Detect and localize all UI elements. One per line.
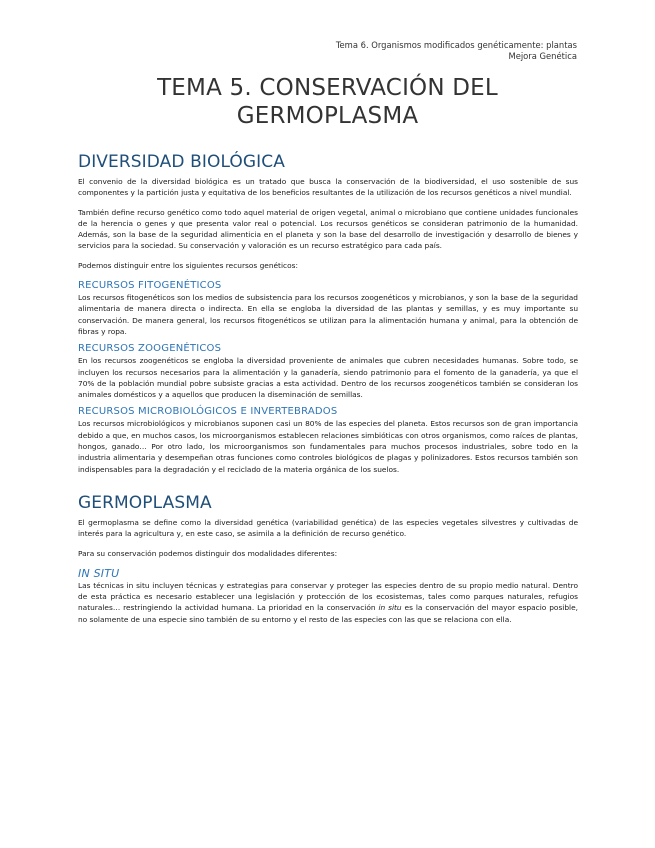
subheading-zoogeneticos: RECURSOS ZOOGENÉTICOS	[78, 343, 222, 355]
paragraph-in-situ-part1: Las técnicas in situ incluyen técnicas y estrategias para conservar y proteger las especies dentro de su propio medio natural. Dentro de esta práctica es necesario establecer una legislación y protección de los ecosistemas, tales como parques naturales, refugios naturales… restringiendo la actividad humana. La prioridad en la conservación	[78, 580, 578, 613]
section-heading-germoplasma: GERMOPLASMA	[78, 492, 212, 513]
running-header-course: Tema 6. Organismos modificados genéticamente: plantas	[335, 40, 577, 50]
document-title-line2: GERMOPLASMA	[236, 103, 419, 129]
paragraph-in-situ	[78, 580, 578, 625]
paragraph-modalidades: Para su conservación podemos distinguir dos modalidades diferentes:	[78, 548, 338, 558]
paragraph-zoogeneticos: En los recursos zoogenéticos se engloba la diversidad proveniente de animales que cubren necesidades humanas. Sobre todo, se incluyen los recursos necesarios para la alimentación y la ganadería, siendo patrimonio para el fomento de la ganadería, ya que el 70% de la población mundial pobre subsiste gracias a esta actividad. Dentro de los recursos zoogenéticos también se consideran los animales domésticos y a aquellos que producen la diseminación de semillas.	[78, 356, 578, 400]
subheading-in-situ: IN SITU	[78, 566, 120, 580]
paragraph-recurso-genetico: También define recurso genético como todo aquel material de origen vegetal, animal o microbiano que contiene unidades funcionales de la herencia o genes y que presenta valor real o potencial. Los recursos genéticos se consideran patrimonio de la humanidad. Además, son la base de la seguridad alimenticia en el planeta y son la base del desarrollo de investigación y desarrollo de bienes y servicios para la sociedad. Su conservación y valoración es un recurso estratégico para cada país.	[78, 207, 578, 251]
paragraph-convenio: El convenio de la diversidad biológica es un tratado que busca la conservación de la biodiversidad, el uso sostenible de sus componentes y la partición justa y equitativa de los beneficios resultantes de la utilización de los recursos genéticos a nivel mundial.	[78, 177, 578, 198]
running-header	[336, 40, 577, 62]
paragraph-fitogeneticos: Los recursos fitogenéticos son los medios de subsistencia para los recursos zoogenéticos y microbianos, y son la base de la seguridad alimentaria de manera directa o indirecta. En ella se engloba la diversidad de las plantas y semillas, y es muy importante su conservación. De manera general, los recursos fitogenéticos se utilizan para la alimentación humana y animal, para la obtención de fibras y ropa.	[78, 293, 578, 336]
section-heading-diversidad: DIVERSIDAD BIOLÓGICA	[78, 152, 285, 172]
subheading-fitogeneticos: RECURSOS FITOGENÉTICOS	[78, 280, 222, 292]
paragraph-in-situ-part2: es la conservación del mayor espacio posible, no solamente de una especie sino también de su entorno y el resto de las especies con las que se relaciona con ella.	[78, 603, 578, 624]
paragraph-distinguir-recursos: Podemos distinguir entre los siguientes recursos genéticos:	[78, 260, 298, 270]
document-title-line1: TEMA 5. CONSERVACIÓN DEL	[157, 75, 498, 101]
paragraph-in-situ-emphasis: in situ	[378, 603, 402, 613]
running-header-subject: Mejora Genética	[508, 51, 577, 61]
paragraph-microbiologicos: Los recursos microbiológicos y microbianos suponen casi un 80% de las especies del planeta. Estos recursos son de gran importancia debido a que, en muchos casos, los microorganismos establecen relaciones simbióticas con otros organismos, como raíces de plantas, hongos, ganado… Por otro lado, los microorganismos son fundamentales para muchos procesos industriales, sobre todo en la industria alimentaria y desempeñan otras funciones como controles biológicos de plagas y polinizadores. Estos recursos también son indispensables para la degradación y el reciclado de la materia orgánica de los suelos.	[78, 419, 578, 474]
subheading-microbiologicos: RECURSOS MICROBIOLÓGICOS E INVERTEBRADOS	[78, 406, 338, 418]
document-body	[78, 152, 578, 625]
paragraph-germoplasma-definicion: El germoplasma se define como la diversidad genética (variabilidad genética) de las especies vegetales silvestres y cultivadas de interés para la agricultura y, en este caso, se asimila a la definición de recurso genético.	[78, 517, 578, 539]
document-title	[78, 74, 577, 130]
